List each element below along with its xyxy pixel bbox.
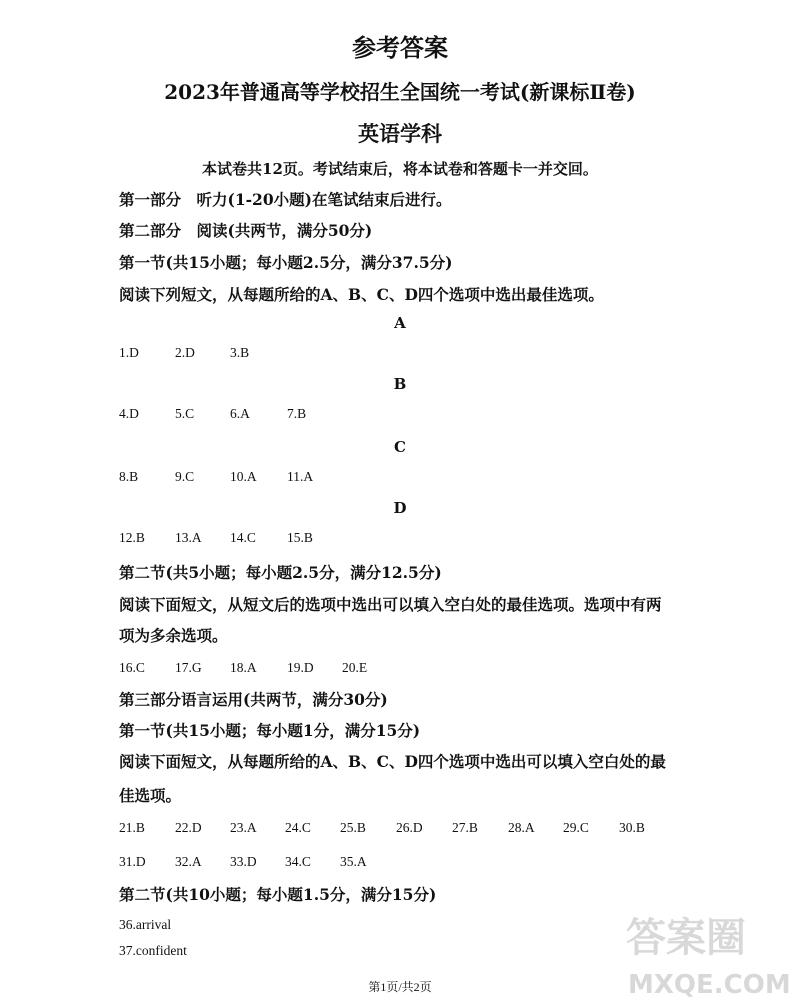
answer-item: 14.C bbox=[230, 530, 256, 545]
part2-heading: 第二部分 阅读(共两节，满分50分) bbox=[119, 221, 373, 240]
answer-item: 15.B bbox=[287, 530, 313, 545]
answer-item: 32.A bbox=[175, 854, 202, 869]
answer-item: 22.D bbox=[175, 820, 202, 835]
answer-item: 4.D bbox=[119, 406, 139, 421]
answer-item: 27.B bbox=[452, 820, 478, 835]
answer-item: 16.C bbox=[119, 660, 145, 675]
part3-section1-instruction-line2: 佳选项。 bbox=[119, 786, 182, 805]
answer-item: 30.B bbox=[619, 820, 645, 835]
group-label-c: C bbox=[394, 438, 406, 456]
part3-section2-heading: 第二节(共10小题；每小题1.5分，满分15分) bbox=[119, 885, 437, 904]
answer-item: 33.D bbox=[230, 854, 257, 869]
answer-item: 13.A bbox=[175, 530, 202, 545]
answer-item: 5.C bbox=[175, 406, 195, 421]
answer-key-title: 参考答案 bbox=[352, 33, 448, 62]
section2-instruction-line1: 阅读下面短文，从短文后的选项中选出可以填入空白处的最佳选项。选项中有两 bbox=[119, 595, 662, 614]
answer-item: 12.B bbox=[119, 530, 145, 545]
answer-item: 18.A bbox=[230, 660, 257, 675]
answer-item: 23.A bbox=[230, 820, 257, 835]
group-label-b: B bbox=[393, 375, 407, 393]
section2-instruction-line2: 项为多余选项。 bbox=[119, 626, 228, 645]
watermark-logo bbox=[622, 905, 792, 1000]
answer-item: 6.A bbox=[230, 406, 250, 421]
group-label-a: A bbox=[394, 314, 406, 332]
answer-item: 7.B bbox=[287, 406, 307, 421]
answer-item: 24.C bbox=[285, 820, 311, 835]
part3-section1-instruction-line1: 阅读下面短文，从每题所给的A、B、C、D四个选项中选出可以填入空白处的最 bbox=[119, 752, 666, 771]
exam-title: 2023年普通高等学校招生全国统一考试(新课标Ⅱ卷) bbox=[164, 80, 636, 104]
intro-text: 本试卷共12页。考试结束后，将本试卷和答题卡一并交回。 bbox=[202, 160, 598, 178]
section1-instruction: 阅读下列短文，从每题所给的A、B、C、D四个选项中选出最佳选项。 bbox=[119, 285, 604, 304]
answer-item: 31.D bbox=[119, 854, 146, 869]
answer-item: 25.B bbox=[340, 820, 366, 835]
answer-item: 28.A bbox=[508, 820, 535, 835]
answer-item: 35.A bbox=[340, 854, 367, 869]
answer-item: 20.E bbox=[342, 660, 368, 675]
part3-section1-heading: 第一节(共15小题；每小题1分，满分15分) bbox=[119, 721, 421, 740]
page-footer: 第1页/共2页 bbox=[368, 980, 432, 994]
answer-item: 8.B bbox=[119, 469, 139, 484]
answer-item-37: 37.confident bbox=[119, 943, 187, 958]
answer-item: 29.C bbox=[563, 820, 589, 835]
part3-heading: 第三部分语言运用(共两节，满分30分) bbox=[119, 690, 388, 709]
watermark-top-text: 答案圈 bbox=[626, 915, 746, 961]
answer-item: 19.D bbox=[287, 660, 314, 675]
section1-heading: 第一节(共15小题；每小题2.5分，满分37.5分) bbox=[119, 253, 453, 272]
answer-item: 34.C bbox=[285, 854, 311, 869]
answer-item: 21.B bbox=[119, 820, 145, 835]
answer-item: 3.B bbox=[230, 345, 250, 360]
answer-item: 2.D bbox=[175, 345, 195, 360]
watermark-bottom-text: MXQE.COM bbox=[628, 970, 791, 1000]
subject-title: 英语学科 bbox=[358, 121, 442, 146]
group-label-d: D bbox=[393, 499, 407, 517]
answer-item: 11.A bbox=[287, 469, 314, 484]
part1-heading: 第一部分 听力(1-20小题)在笔试结束后进行。 bbox=[119, 190, 452, 209]
answer-item: 26.D bbox=[396, 820, 423, 835]
answer-item-36: 36.arrival bbox=[119, 917, 172, 932]
answer-item: 10.A bbox=[230, 469, 257, 484]
answer-item: 17.G bbox=[175, 660, 202, 675]
section2-heading: 第二节(共5小题；每小题2.5分，满分12.5分) bbox=[119, 563, 442, 582]
answer-item: 9.C bbox=[175, 469, 195, 484]
answer-item: 1.D bbox=[119, 345, 139, 360]
